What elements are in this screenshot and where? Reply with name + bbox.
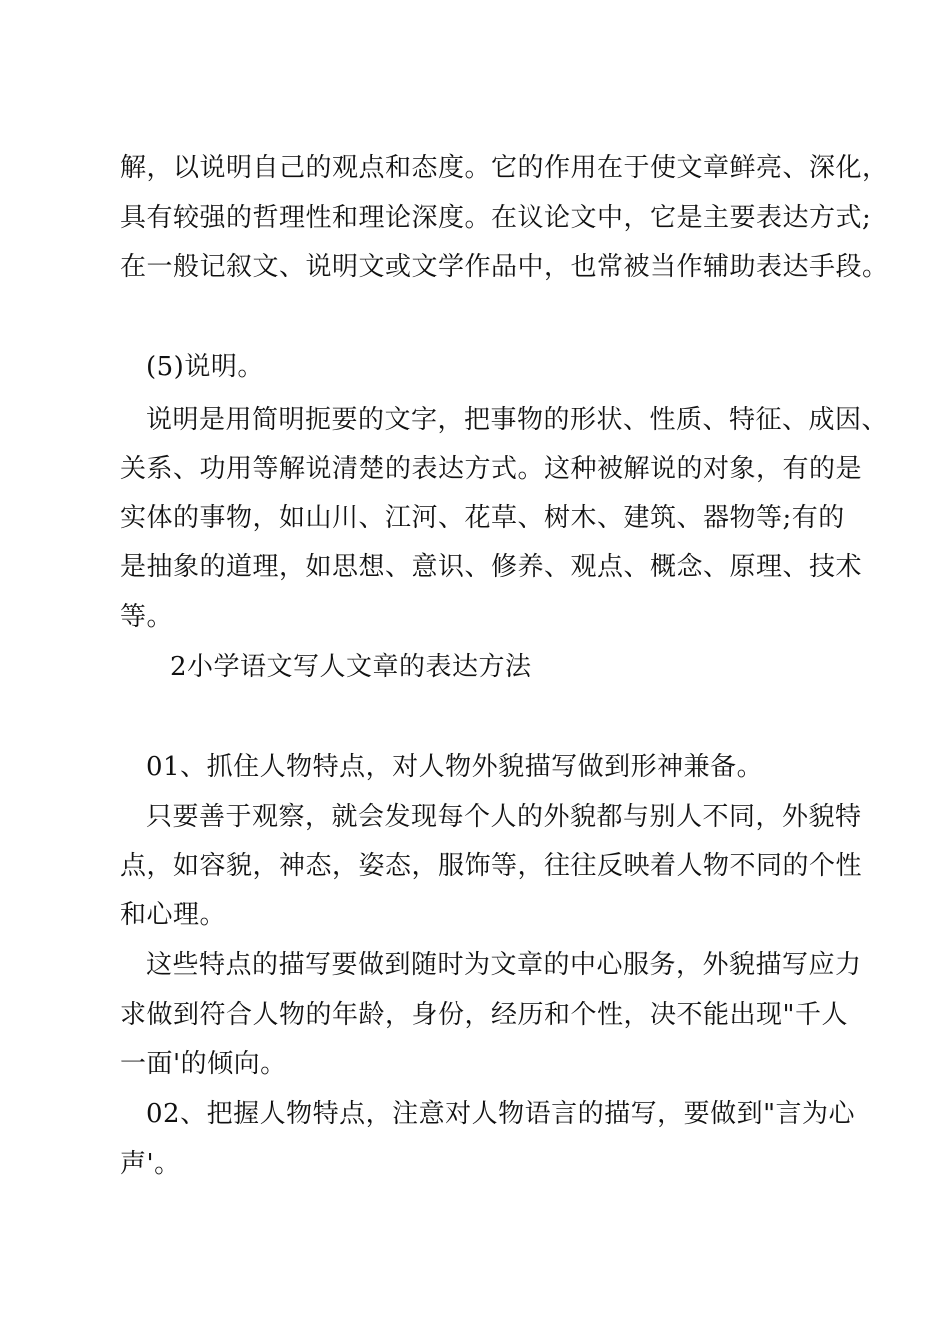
paragraph-line: 具有较强的哲理性和理论深度。在议论文中，它是主要表达方式;: [120, 203, 872, 233]
paragraph-line: 一面'的倾向。: [120, 1049, 287, 1079]
paragraph-line: 是抽象的道理，如思想、意识、修养、观点、概念、原理、技术: [120, 552, 863, 582]
paragraph-line: 关系、功用等解说清楚的表达方式。这种被解说的对象，有的是: [120, 454, 863, 484]
section-heading: (5)说明。: [146, 352, 264, 382]
paragraph-line: 这些特点的描写要做到随时为文章的中心服务，外貌描写应力: [146, 950, 862, 980]
section-title: 2小学语文写人文章的表达方法: [170, 652, 532, 682]
section-heading: 01、抓住人物特点，对人物外貌描写做到形神兼备。: [146, 752, 764, 782]
paragraph-line: 点，如容貌，神态，姿态，服饰等，往往反映着人物不同的个性: [120, 851, 863, 881]
paragraph-line: 求做到符合人物的年龄，身份，经历和个性，决不能出现"千人: [120, 1000, 848, 1030]
paragraph-line: 实体的事物，如山川、江河、花草、树木、建筑、器物等;有的: [120, 503, 845, 533]
paragraph-line: 和心理。: [120, 900, 227, 930]
paragraph-line: 解，以说明自己的观点和态度。它的作用在于使文章鲜亮、深化，: [120, 153, 889, 183]
paragraph-line: 在一般记叙文、说明文或文学作品中，也常被当作辅助表达手段。: [120, 252, 889, 282]
paragraph-line: 等。: [120, 602, 174, 632]
section-heading: 02、把握人物特点，注意对人物语言的描写，要做到"言为心: [146, 1099, 856, 1129]
paragraph-line: 只要善于观察，就会发现每个人的外貌都与别人不同，外貌特: [146, 802, 862, 832]
paragraph-line: 说明是用简明扼要的文字，把事物的形状、性质、特征、成因、: [146, 405, 889, 435]
paragraph-line: 声'。: [120, 1149, 181, 1179]
